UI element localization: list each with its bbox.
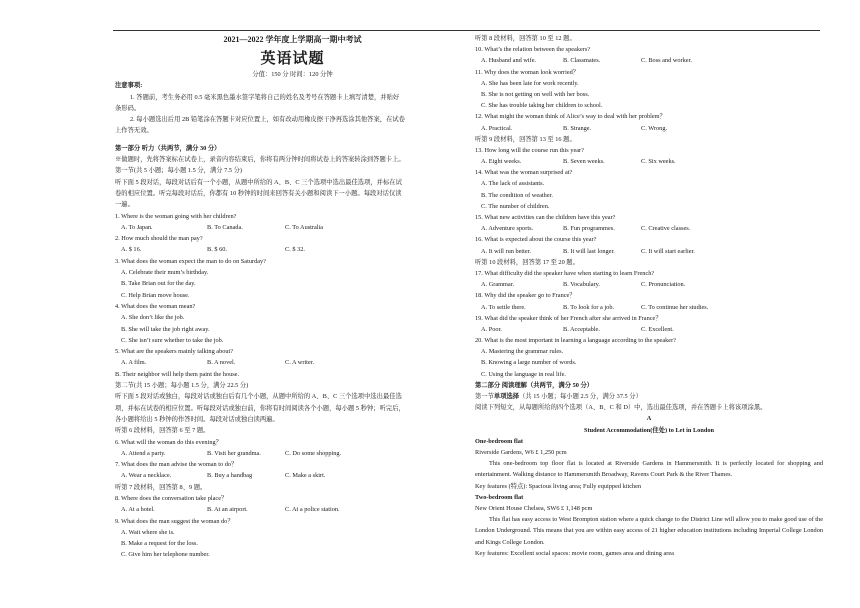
top-rule xyxy=(113,30,820,31)
option-b: B. Knowing a large number of words. xyxy=(481,359,577,367)
option-a: A. $ 16. xyxy=(121,246,142,254)
material-7: 听第 7 段材料，回答第 8、9 题。 xyxy=(115,483,207,491)
flat2-location: New Orient House Chelsea, SW6 £ 1,148 pcm xyxy=(475,504,593,512)
passage-title: Student Accommodation(住处) to Let in London xyxy=(584,426,714,434)
question-7: 7. What does the man advise the woman to do？ xyxy=(115,461,238,469)
question-9: 9. What does the man suggest the woman do？ xyxy=(115,517,234,525)
option-b: B. Strange. xyxy=(563,124,592,132)
question-1-options xyxy=(115,222,470,233)
option-a: A. Wait where she is. xyxy=(121,528,175,536)
option-a: A. Husband and wife. xyxy=(481,57,537,65)
option-a: A. Practical. xyxy=(481,124,513,132)
exam-title: 2021—2022 学年度上学期高一期中考试 xyxy=(223,35,362,44)
option-b: B. Visit her grandma. xyxy=(207,449,261,457)
flat2-heading: Two-bedroom flat xyxy=(475,493,524,501)
sec2-desc-a: 听下面 5 段对话或独白，每段对话或独白后有几个小题，从题中所给的 A、B、C 三个选项中选出最佳选 xyxy=(115,393,402,401)
sec1-desc-c: 一遍。 xyxy=(115,201,134,209)
option-c: C. Creative classes. xyxy=(641,225,691,233)
question-17-options xyxy=(475,279,823,290)
material-6: 听第 6 段材料，回答第 6 至 7 题。 xyxy=(115,427,210,435)
part1-heading: 第一部分 听力（共两节，满分 30 分） xyxy=(115,144,221,152)
part2-sec1-score: （共 15 小题；每小题 2.5 分，满分 37.5 分） xyxy=(519,393,642,400)
question-1: 1. Where is the woman going with her children? xyxy=(115,212,237,220)
option-c: C. $ 32. xyxy=(285,246,305,254)
question-15: 15. What new activities can the children have this year? xyxy=(475,214,616,221)
question-17: 17. What difficulty did the speaker have when starting to learn French? xyxy=(475,269,655,277)
flat2-key-features: Key features: Excellent social spaces: movie room, games area and dining area xyxy=(475,549,674,557)
question-12: 12. What might the woman think of Alice’s way to deal with her problem？ xyxy=(475,113,666,121)
question-13-options xyxy=(475,156,823,167)
question-5-options xyxy=(115,357,470,368)
flat1-location: Riverside Gardens, W6 £ 1,250 pcm xyxy=(475,448,567,456)
option-c: C. Give him her telephone number. xyxy=(121,551,210,559)
score-time: 分值：150 分 时间：120 分钟 xyxy=(252,71,333,78)
option-c: C. Make a skirt. xyxy=(285,472,326,480)
option-b: B. The condition of weather. xyxy=(481,191,553,199)
question-2: 2. How much should the man pay? xyxy=(115,235,203,243)
option-c: C. The number of children. xyxy=(481,202,550,210)
option-b: B. Vocabulary. xyxy=(563,281,600,289)
option-c: C. Excellent. xyxy=(641,325,674,333)
option-c: C. Wrong. xyxy=(641,124,668,132)
option-a: A. Eight weeks. xyxy=(481,158,522,166)
part1-sec2-heading: 第二节(共 15 小题；每小题 1.5 分，满分 22.5 分) xyxy=(115,382,249,390)
option-a: A. Attend a party. xyxy=(121,449,166,457)
question-8-options xyxy=(115,504,470,515)
option-a: A. Poor. xyxy=(481,325,502,333)
part2-desc: 阅读下列短文，从每题所给的四个选项（A、B、C 和 D）中，选出最佳选项，并在答题卡上将该项涂黑。 xyxy=(475,404,767,412)
question-13: 13. How long will the course run this year? xyxy=(475,146,584,154)
question-5: 5. What are the speakers mainly talking about? xyxy=(115,348,234,356)
option-a: A. Mastering the grammar rules. xyxy=(481,348,564,356)
note-2-line-a: 2. 每小题选出后用 2B 铅笔涂在答题卡对应位置上，如有改动用橡皮擦干净再选涂其他答案，在试卷 xyxy=(130,116,405,124)
option-a: A. To settle there. xyxy=(481,303,526,311)
question-19-options xyxy=(475,324,823,335)
subject-title: 英语试题 xyxy=(260,49,325,67)
question-20: 20. What is the most important in learning a language according to the speaker? xyxy=(475,337,676,345)
flat1-key-features: Key features (特点): Spacious living area; Fully equipped kitchen xyxy=(475,482,642,490)
note-2-line-b: 上作答无效。 xyxy=(115,127,153,135)
option-a: A. It will run better. xyxy=(481,247,532,255)
option-a: A. To Japan. xyxy=(121,223,153,231)
option-b: B. $ 60. xyxy=(207,246,227,254)
question-6-options xyxy=(115,448,470,459)
question-10-options xyxy=(475,55,823,66)
option-c: C. She has trouble taking her children to school. xyxy=(481,102,603,110)
option-c: C. To Australia xyxy=(285,223,324,231)
option-c: C. Do some shopping. xyxy=(285,449,342,457)
sec2-desc-c: 各小题将给出 5 秒钟的作答时间。每段对话或独白读两遍。 xyxy=(115,415,279,423)
question-4: 4. What does the woman mean? xyxy=(115,302,196,310)
question-16-options xyxy=(475,246,823,257)
question-19: 19. What did the speaker think of her French after she arrived in France？ xyxy=(475,314,662,322)
part2-sec1-heading xyxy=(475,391,823,402)
option-c: C. Six weeks. xyxy=(641,158,676,166)
option-b: B. Take Brian out for the day. xyxy=(121,280,196,288)
option-a: A. She has been late for work recently. xyxy=(481,79,579,87)
question-15-options xyxy=(475,223,823,234)
option-c: C. To continue her studies. xyxy=(641,303,709,311)
part2-sec1-label: 第一节 xyxy=(475,393,494,400)
option-b: B. Classmates. xyxy=(563,57,601,65)
right-column xyxy=(475,33,823,559)
passage-letter: A xyxy=(646,415,652,423)
option-b: B. At an airport. xyxy=(207,506,248,514)
sec2-desc-b: 项，并标在试卷的相应位置。听每段对话或独白前，你将有时间阅读各个小题，每小题 5 秒钟；听完后， xyxy=(115,404,405,412)
option-a: A. Grammar. xyxy=(481,281,515,289)
sec1-desc-a: 听下面 5 段对话，每段对话后有一个小题，从题中所给的 A、B、C 三个选项中选出最佳选项，并标在试 xyxy=(115,178,402,186)
option-b: B. A novel. xyxy=(207,359,236,367)
part2-sec1-type: 单项选择 xyxy=(493,393,520,400)
left-column xyxy=(115,33,470,561)
question-10: 10. What’s the relation between the speakers? xyxy=(475,46,591,54)
option-b: B. She is not getting on well with her boss. xyxy=(481,90,590,98)
option-c: C. At a police station. xyxy=(285,506,340,514)
question-7-options xyxy=(115,470,470,481)
material-9: 听第 9 段材料，回答第 13 至 16 题。 xyxy=(475,135,576,143)
question-6: 6. What will the woman do this evening？ xyxy=(115,438,222,446)
option-b: B. To look for a job. xyxy=(563,303,615,311)
option-c: C. Help Brian move house. xyxy=(121,291,190,299)
option-a: A. Adventure sports. xyxy=(481,225,534,233)
option-c: C. She isn’t sure whether to take the job. xyxy=(121,336,224,344)
option-a: A. Wear a necklace. xyxy=(121,472,172,480)
question-12-options xyxy=(475,123,823,134)
option-c: C. It will start earlier. xyxy=(641,247,695,255)
sec1-desc-b: 卷的相应位置。听完每段对话后，你都有 10 秒钟的时间来回答有关小题和阅读下一小题。每段对话仅读 xyxy=(115,189,402,197)
option-b: B. Seven weeks. xyxy=(563,158,605,166)
part1-note: ※做题时，先将答案标在试卷上，录音内容结束后，你将有两分钟时间将试卷上的答案转涂到答题卡上。 xyxy=(115,156,405,164)
part2-heading: 第二部分 阅读理解（共两节，满分 50 分） xyxy=(475,381,594,389)
material-10: 听第 10 段材料，回答第 17 至 20 题。 xyxy=(475,258,579,266)
option-b: B. It will last longer. xyxy=(563,247,615,255)
question-11: 11. Why does the woman look worried？ xyxy=(475,68,580,76)
question-18-options xyxy=(475,302,823,313)
option-a: A. She don’t like the job. xyxy=(121,314,185,322)
note-1-line-a: 1. 答题前，考生务必用 0.5 毫米黑色墨水签字笔将自己的姓名及考号在答题卡上填写清楚，并贴好 xyxy=(130,93,400,101)
option-b: B. Acceptable. xyxy=(563,325,600,333)
flat1-description: This one-bedroom top floor flat is located at Riverside Gardens in Hammersmith. It is perfectly located for shopping and entertainment. Walking distance to Hammersmith Broadway, Ravens Court Park & the River Thames. xyxy=(475,460,823,479)
question-3: 3. What does the woman expect the man to do on Saturday? xyxy=(115,257,266,265)
option-c: C. A writer. xyxy=(285,359,315,367)
option-b: B. She will take the job right away. xyxy=(121,325,210,333)
option-a: A. A film. xyxy=(121,359,147,367)
question-18: 18. Why did the speaker go to France？ xyxy=(475,292,576,300)
option-b: B. Buy a handbag xyxy=(207,472,253,480)
question-2-options xyxy=(115,244,470,255)
note-1-line-b: 条形码。 xyxy=(115,104,141,112)
option-b: B. Make a request for the loss. xyxy=(121,540,198,548)
question-14: 14. What was the woman surprised at? xyxy=(475,169,573,177)
option-b: B. To Canada. xyxy=(207,223,243,231)
notes-heading: 注意事项: xyxy=(115,82,143,90)
option-c: C. Boss and worker. xyxy=(641,57,692,65)
flat2-description: This flat has easy access to West Brompton station where a quick change to the District Line will allow you to make good use of the London Underground. This means that you are within easy access of 21 higher education institutions including Imperial College London and Kings College London. xyxy=(475,516,823,546)
option-c: C. Pronunciation. xyxy=(641,281,686,289)
option-c: C. Using the language in real life. xyxy=(481,370,566,378)
material-8: 听第 8 段材料，回答第 10 至 12 题。 xyxy=(475,35,576,42)
option-a: A. Celebrate their mum’s birthday. xyxy=(121,269,209,277)
question-8: 8. Where does the conversation take place？ xyxy=(115,494,228,502)
option-a: A. At a hotel. xyxy=(121,506,155,514)
question-16: 16. What is expected about the course this year? xyxy=(475,236,597,244)
option-b: B. Fun programmes. xyxy=(563,225,615,233)
stray-option: B. Their neighbor will help them paint the house. xyxy=(115,370,240,378)
option-a: A. The lack of assistants. xyxy=(481,180,545,188)
flat1-heading: One-bedroom flat xyxy=(475,437,523,445)
part1-sec1-heading: 第一节(共 5 小题；每小题 1.5 分，满分 7.5 分) xyxy=(115,167,242,175)
